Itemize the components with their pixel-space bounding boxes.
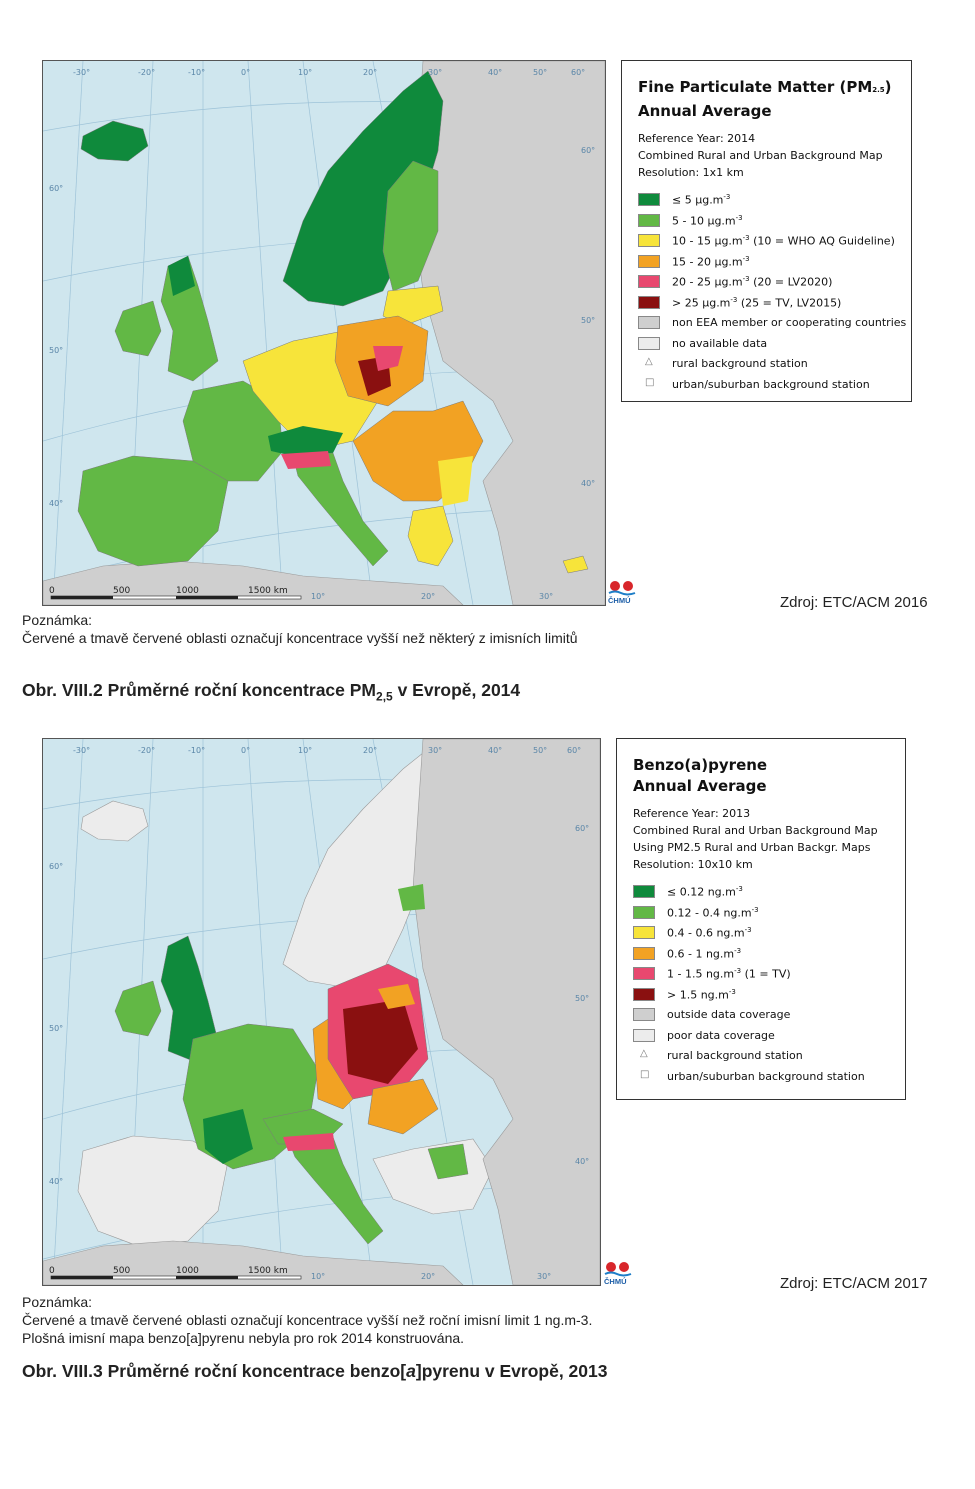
grid-label: 30° — [539, 592, 554, 601]
grid-label: -10° — [188, 746, 206, 755]
legend-class: 15 - 20 $\mu g.m^{-3}$ — [638, 252, 911, 273]
legend-station: □ urban/suburban background station — [640, 1068, 865, 1083]
scale-label: 1000 — [176, 1266, 199, 1276]
grid-label: 30° — [428, 68, 443, 77]
logo-text: ČHMÚ — [604, 1277, 627, 1285]
grid-label: 50° — [575, 994, 590, 1003]
legend-meta: Resolution: 1x1 km — [638, 166, 744, 179]
legend-subtitle: Annual Average — [638, 102, 772, 120]
legend-meta: Using PM2.5 Rural and Urban Backgr. Maps — [633, 841, 871, 854]
legend-meta: Combined Rural and Urban Background Map — [633, 824, 878, 837]
legend-class: > 25 $\mu g.m^{-3}$ (25 = TV, LV2015) — [638, 293, 911, 314]
grid-label: 30° — [428, 746, 443, 755]
grid-label: 10° — [311, 1272, 326, 1281]
pm25-map-canvas — [43, 61, 605, 605]
grid-label: 50° — [49, 1024, 64, 1033]
grid-label: 50° — [581, 316, 596, 325]
grid-label: 10° — [311, 592, 326, 601]
legend-class: 1 - 1.5 $ng.m^{-3}$ (1 = TV) — [633, 964, 905, 985]
bap-legend — [616, 738, 906, 1100]
grid-label: 20° — [363, 68, 378, 77]
scale-label: 1000 — [176, 586, 199, 596]
iceland — [81, 121, 148, 161]
pm25-map — [42, 60, 606, 606]
legend-title: Benzo(a)pyrene — [633, 756, 768, 774]
legend-class: no available data — [638, 334, 911, 355]
italy — [288, 1137, 383, 1244]
grid-label: 50° — [533, 68, 548, 77]
grid-label: -10° — [188, 68, 206, 77]
legend-meta: Reference Year: 2014 — [638, 132, 756, 145]
scale-label: 500 — [113, 1266, 131, 1276]
grid-label: 60° — [571, 68, 586, 77]
bap-note-title: Poznámka: — [22, 1294, 93, 1310]
pm25-legend — [621, 60, 912, 402]
ireland — [115, 981, 161, 1036]
grid-label: -30° — [73, 68, 91, 77]
pm25-note-line: Červené a tmavě červené oblasti označují koncentrace vyšší než některý z imisních limitů — [22, 630, 578, 646]
grid-label: 20° — [363, 746, 378, 755]
grid-label: 60° — [567, 746, 582, 755]
logo-text: ČHMÚ — [608, 596, 631, 604]
legend-station: △ rural background station — [645, 356, 808, 370]
legend-station: △ rural background station — [640, 1048, 803, 1062]
legend-meta: Combined Rural and Urban Background Map — [638, 149, 883, 162]
grid-label: -30° — [73, 746, 91, 755]
grid-label: -20° — [138, 746, 156, 755]
ireland — [115, 301, 161, 356]
grid-label: 40° — [581, 479, 596, 488]
legend-station: □ urban/suburban background station — [645, 376, 870, 391]
grid-label: 20° — [421, 1272, 436, 1281]
bap-note-line: Plošná imisní mapa benzo[a]pyrenu nebyla pro rok 2014 konstruována. — [22, 1330, 465, 1346]
chmu-logo — [603, 1261, 633, 1285]
legend-class: 0.12 - 0.4 $ng.m^{-3}$ — [633, 903, 905, 924]
legend-subtitle: Annual Average — [633, 777, 767, 795]
bap-caption: Obr. VIII.3 Průměrné roční koncentrace benzo[a]pyrenu v Evropě, 2013 — [22, 1361, 608, 1381]
legend-class: poor data coverage — [633, 1026, 905, 1047]
legend-class: ≤ 0.12 $ng.m^{-3}$ — [633, 882, 905, 903]
scale-label: 1500 km — [248, 586, 288, 596]
scale-label: 0 — [49, 1266, 55, 1276]
grid-label: 50° — [533, 746, 548, 755]
grid-label: 60° — [49, 862, 64, 871]
pm25-caption: Obr. VIII.2 Průměrné roční koncentrace $PM_{2,5}$ v Evropě, 2014 — [22, 680, 521, 704]
legend-class: 0.6 - 1 $ng.m^{-3}$ — [633, 944, 905, 965]
grid-label: -20° — [138, 68, 156, 77]
bap-source: Zdroj: ETC/ACM 2017 — [780, 1275, 928, 1292]
grid-label: 10° — [298, 68, 313, 77]
legend-meta: Resolution: 10x10 km — [633, 858, 753, 871]
scale-label: 500 — [113, 586, 131, 596]
grid-label: 60° — [581, 146, 596, 155]
scale-label: 0 — [49, 586, 55, 596]
grid-label: 60° — [575, 824, 590, 833]
legend-class: non EEA member or cooperating countries — [638, 313, 911, 334]
greece — [408, 506, 453, 566]
grid-label: 50° — [49, 346, 64, 355]
chmu-logo — [607, 580, 637, 604]
grid-label: 60° — [49, 184, 64, 193]
po-valley — [281, 451, 331, 469]
iberia — [78, 456, 228, 566]
legend-meta: Reference Year: 2013 — [633, 807, 751, 820]
triangle-icon: △ — [640, 1048, 648, 1059]
legend-class: 5 - 10 $\mu g.m^{-3}$ — [638, 211, 911, 232]
square-icon: □ — [640, 1068, 650, 1080]
grid-label: 40° — [49, 499, 64, 508]
bap-map-canvas — [43, 739, 600, 1285]
grid-label: 40° — [49, 1177, 64, 1186]
grid-label: 40° — [575, 1157, 590, 1166]
pm25-source: Zdroj: ETC/ACM 2016 — [780, 594, 928, 611]
grid-label: 20° — [421, 592, 436, 601]
triangle-icon: △ — [645, 356, 653, 367]
grid-label: 0° — [241, 68, 251, 77]
grid-label: 40° — [488, 68, 503, 77]
bap-map — [42, 738, 601, 1286]
legend-class: outside data coverage — [633, 1005, 905, 1026]
legend-title: Fine Particulate Matter (PM2.5) — [638, 78, 892, 96]
pm25-note-title: Poznámka: — [22, 612, 93, 628]
grid-label: 0° — [241, 746, 251, 755]
grid-label: 40° — [488, 746, 503, 755]
scale-label: 1500 km — [248, 1266, 288, 1276]
grid-label: 10° — [298, 746, 313, 755]
legend-class: 10 - 15 $\mu g.m^{-3}$ (10 = WHO AQ Guideline) — [638, 231, 911, 252]
legend-class: ≤ 5 $\mu g.m^{-3}$ — [638, 190, 911, 211]
bap-note-line: Červené a tmavě červené oblasti označují koncentrace vyšší než roční imisní limit 1 ng.m-3. — [22, 1312, 593, 1328]
balkans-yellow — [438, 456, 473, 506]
legend-class: 0.4 - 0.6 $ng.m^{-3}$ — [633, 923, 905, 944]
square-icon: □ — [645, 376, 655, 388]
legend-class: > 1.5 $ng.m^{-3}$ — [633, 985, 905, 1006]
legend-class: 20 - 25 $\mu g.m^{-3}$ (20 = LV2020) — [638, 272, 911, 293]
grid-label: 30° — [537, 1272, 552, 1281]
